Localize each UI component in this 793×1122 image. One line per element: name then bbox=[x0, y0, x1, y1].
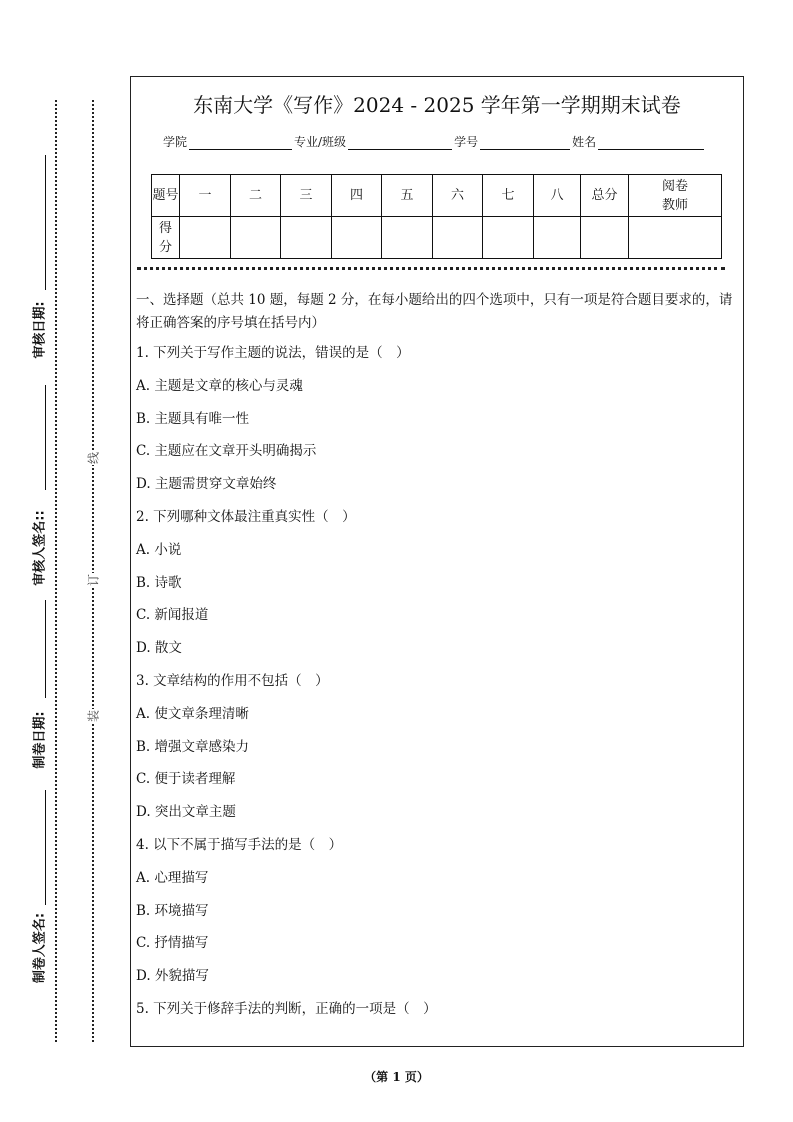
signature-line bbox=[45, 155, 46, 290]
answer-option: B. 环境描写 bbox=[136, 902, 209, 919]
score-cell[interactable] bbox=[433, 217, 483, 259]
score-row bbox=[152, 217, 722, 259]
question-stem: 2. 下列哪种文体最注重真实性（ ） bbox=[136, 508, 356, 525]
question-stem: 4. 以下不属于描写手法的是（ ） bbox=[136, 836, 343, 853]
prepare-date-label: 制卷日期: bbox=[32, 711, 48, 769]
answer-option: B. 主题具有唯一性 bbox=[136, 410, 250, 427]
name-label: 姓名 bbox=[572, 135, 597, 149]
answer-option: D. 散文 bbox=[136, 640, 182, 657]
answer-option: A. 小说 bbox=[136, 541, 182, 558]
binding-mark-bind: 装 bbox=[86, 709, 101, 723]
preparer-signature-label: 制卷人签名: bbox=[32, 912, 48, 984]
score-cell[interactable] bbox=[332, 217, 382, 259]
binding-mark-line: 线 bbox=[86, 451, 101, 465]
binding-dotted-line bbox=[92, 100, 94, 1042]
score-cell[interactable] bbox=[534, 217, 581, 259]
score-cell[interactable] bbox=[180, 217, 231, 259]
review-date-label: 审核日期: bbox=[32, 301, 48, 359]
column-header: 一 bbox=[180, 175, 231, 217]
column-header: 五 bbox=[382, 175, 433, 217]
answer-option: A. 使文章条理清晰 bbox=[136, 705, 249, 722]
reviewer-signature-label: 审核人签名:: bbox=[32, 510, 48, 586]
answer-option: C. 抒情描写 bbox=[136, 935, 209, 952]
major-field[interactable] bbox=[348, 137, 452, 150]
answer-option: C. 主题应在文章开头明确揭示 bbox=[136, 443, 317, 460]
header-label: 题号 bbox=[152, 175, 180, 217]
binding-mark-staple: 订 bbox=[86, 573, 101, 587]
student-id-field[interactable] bbox=[480, 137, 570, 150]
section-intro: 一、选择题（总共 10 题，每题 2 分，在每小题给出的四个选项中，只有一项是符合题目要求的，请将正确答案的序号填在括号内） bbox=[136, 292, 733, 331]
answer-option: B. 诗歌 bbox=[136, 574, 182, 591]
score-table bbox=[151, 174, 722, 259]
column-header: 阅卷教师 bbox=[629, 175, 722, 217]
name-field[interactable] bbox=[598, 137, 704, 150]
column-header: 三 bbox=[281, 175, 332, 217]
row-label: 得分 bbox=[152, 217, 180, 259]
college-field[interactable] bbox=[189, 137, 292, 150]
answer-option: B. 增强文章感染力 bbox=[136, 738, 250, 755]
question-section bbox=[136, 289, 735, 1032]
student-info bbox=[163, 133, 706, 150]
student-id-label: 学号 bbox=[454, 135, 479, 149]
column-header: 四 bbox=[332, 175, 382, 217]
college-label: 学院 bbox=[163, 135, 188, 149]
margin-dotted-line bbox=[55, 100, 57, 1042]
score-cell[interactable] bbox=[281, 217, 332, 259]
page-number: （第 1 页） bbox=[364, 1070, 429, 1084]
section-divider bbox=[137, 267, 725, 270]
score-cell[interactable] bbox=[382, 217, 433, 259]
signature-line bbox=[45, 600, 46, 698]
major-label: 专业/班级 bbox=[294, 135, 347, 149]
exam-frame bbox=[130, 76, 744, 1047]
signature-line bbox=[45, 790, 46, 905]
answer-option: A. 主题是文章的核心与灵魂 bbox=[136, 377, 303, 394]
question-stem: 5. 下列关于修辞手法的判断，正确的一项是（ ） bbox=[136, 1000, 437, 1017]
answer-option: D. 外貌描写 bbox=[136, 968, 209, 985]
score-cell[interactable] bbox=[581, 217, 629, 259]
column-header: 二 bbox=[231, 175, 281, 217]
column-header: 六 bbox=[433, 175, 483, 217]
signature-line bbox=[45, 385, 46, 490]
column-header: 七 bbox=[483, 175, 534, 217]
question-stem: 3. 文章结构的作用不包括（ ） bbox=[136, 672, 329, 689]
question-stem: 1. 下列关于写作主题的说法，错误的是（ ） bbox=[136, 345, 410, 361]
answer-option: C. 便于读者理解 bbox=[136, 771, 236, 788]
answer-option: D. 突出文章主题 bbox=[136, 804, 236, 821]
answer-option: C. 新闻报道 bbox=[136, 607, 209, 624]
score-cell[interactable] bbox=[629, 217, 722, 259]
column-header: 八 bbox=[534, 175, 581, 217]
exam-title: 东南大学《写作》2024 - 2025 学年第一学期期末试卷 bbox=[193, 93, 681, 117]
score-cell[interactable] bbox=[231, 217, 281, 259]
column-header: 总分 bbox=[581, 175, 629, 217]
answer-option: A. 心理描写 bbox=[136, 869, 209, 886]
answer-option: D. 主题需贯穿文章始终 bbox=[136, 476, 277, 493]
table-header-row bbox=[152, 175, 722, 217]
score-cell[interactable] bbox=[483, 217, 534, 259]
